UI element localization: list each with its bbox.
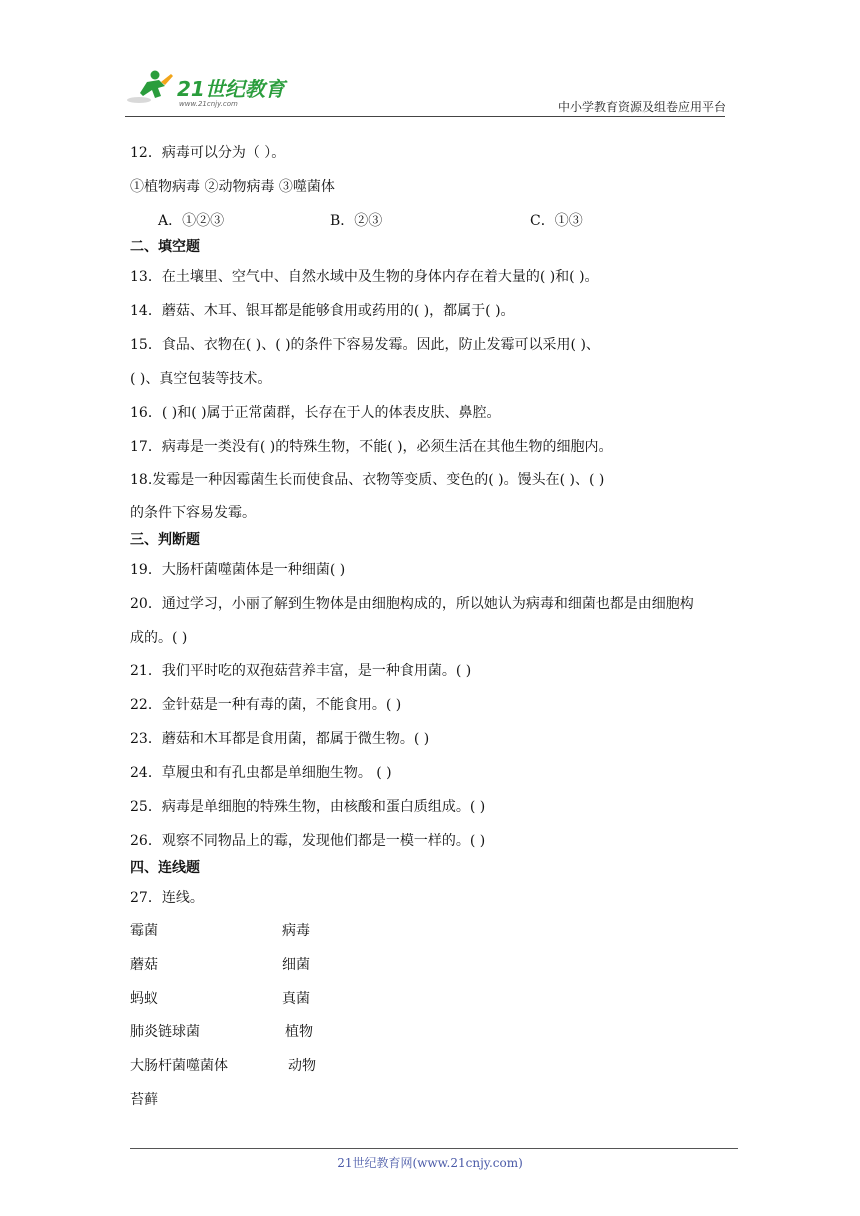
match-left-item[interactable]: 蚂蚁: [130, 991, 158, 1007]
question-24: 24．草履虫和有孔虫都是单细胞生物。 ( ): [130, 765, 392, 781]
svg-text:www.21cnjy.com: www.21cnjy.com: [179, 100, 238, 108]
option-a[interactable]: A．①②③: [158, 213, 225, 229]
match-left-item[interactable]: 大肠杆菌噬菌体: [130, 1058, 228, 1074]
match-right-item[interactable]: 真菌: [282, 991, 310, 1007]
question-23: 23．蘑菇和木耳都是食用菌，都属于微生物。( ): [130, 731, 430, 747]
question-13: 13．在土壤里、空气中、自然水域中及生物的身体内存在着大量的( )和( )。: [130, 269, 599, 285]
section-true-false: 三、判断题: [130, 532, 200, 548]
question-16: 16．( )和( )属于正常菌群，长存在于人的体表皮肤、鼻腔。: [130, 405, 501, 421]
question-12-items: ①植物病毒 ②动物病毒 ③噬菌体: [130, 179, 335, 195]
match-left-item[interactable]: 霉菌: [130, 923, 158, 939]
question-12-options: [130, 211, 730, 231]
question-20-line1: 20．通过学习，小丽了解到生物体是由细胞构成的，所以她认为病毒和细菌也都是由细胞构: [130, 596, 694, 612]
question-20-line2: 成的。( ): [130, 630, 188, 646]
page-header: [125, 60, 740, 116]
question-17: 17．病毒是一类没有( )的特殊生物，不能( )，必须生活在其他生物的细胞内。: [130, 439, 613, 455]
platform-label: 中小学教育资源及组卷应用平台: [557, 100, 726, 114]
question-19: 19．大肠杆菌噬菌体是一种细菌( ): [130, 562, 346, 578]
question-27-stem: 27．连线。: [130, 890, 204, 906]
question-14: 14．蘑菇、木耳、银耳都是能够食用或药用的( )，都属于( )。: [130, 303, 515, 319]
question-26: 26．观察不同物品上的霉，发现他们都是一模一样的。( ): [130, 833, 486, 849]
question-12-stem: 12．病毒可以分为（ ）。: [130, 145, 286, 161]
question-15-line1: 15．食品、衣物在( )、( )的条件下容易发霉。因此，防止发霉可以采用( )、: [130, 337, 600, 353]
footer-divider: [130, 1148, 738, 1149]
question-21: 21．我们平时吃的双孢菇营养丰富，是一种食用菌。( ): [130, 663, 472, 679]
match-left-item[interactable]: 蘑菇: [130, 957, 158, 973]
match-right-item[interactable]: 病毒: [282, 923, 310, 939]
match-right-item[interactable]: 动物: [288, 1058, 316, 1074]
question-22: 22．金针菇是一种有毒的菌，不能食用。( ): [130, 697, 402, 713]
match-left-item[interactable]: 苔藓: [130, 1092, 158, 1108]
question-15-line2: ( )、真空包装等技术。: [130, 371, 272, 387]
match-right-item[interactable]: 细菌: [282, 957, 310, 973]
question-25: 25．病毒是单细胞的特殊生物，由核酸和蛋白质组成。( ): [130, 799, 486, 815]
match-left-item[interactable]: 肺炎链球菌: [130, 1024, 200, 1040]
match-right-item[interactable]: 植物: [285, 1024, 313, 1040]
question-18-line2: 的条件下容易发霉。: [130, 505, 256, 521]
section-fill-blank: 二、填空题: [130, 239, 200, 255]
section-matching: 四、连线题: [130, 860, 200, 876]
footer-link[interactable]: 21世纪教育网(www.21cnjy.com): [337, 1156, 523, 1170]
option-b[interactable]: B．②③: [330, 213, 383, 229]
svg-text:21世纪教育: 21世纪教育: [177, 77, 285, 101]
logo-icon: [125, 66, 300, 110]
question-18-line1: 18.发霉是一种因霉菌生长而使食品、衣物等变质、变色的( )。馒头在( )、( ): [130, 472, 605, 488]
header-divider: [125, 116, 725, 117]
option-c[interactable]: C．①③: [530, 213, 583, 229]
